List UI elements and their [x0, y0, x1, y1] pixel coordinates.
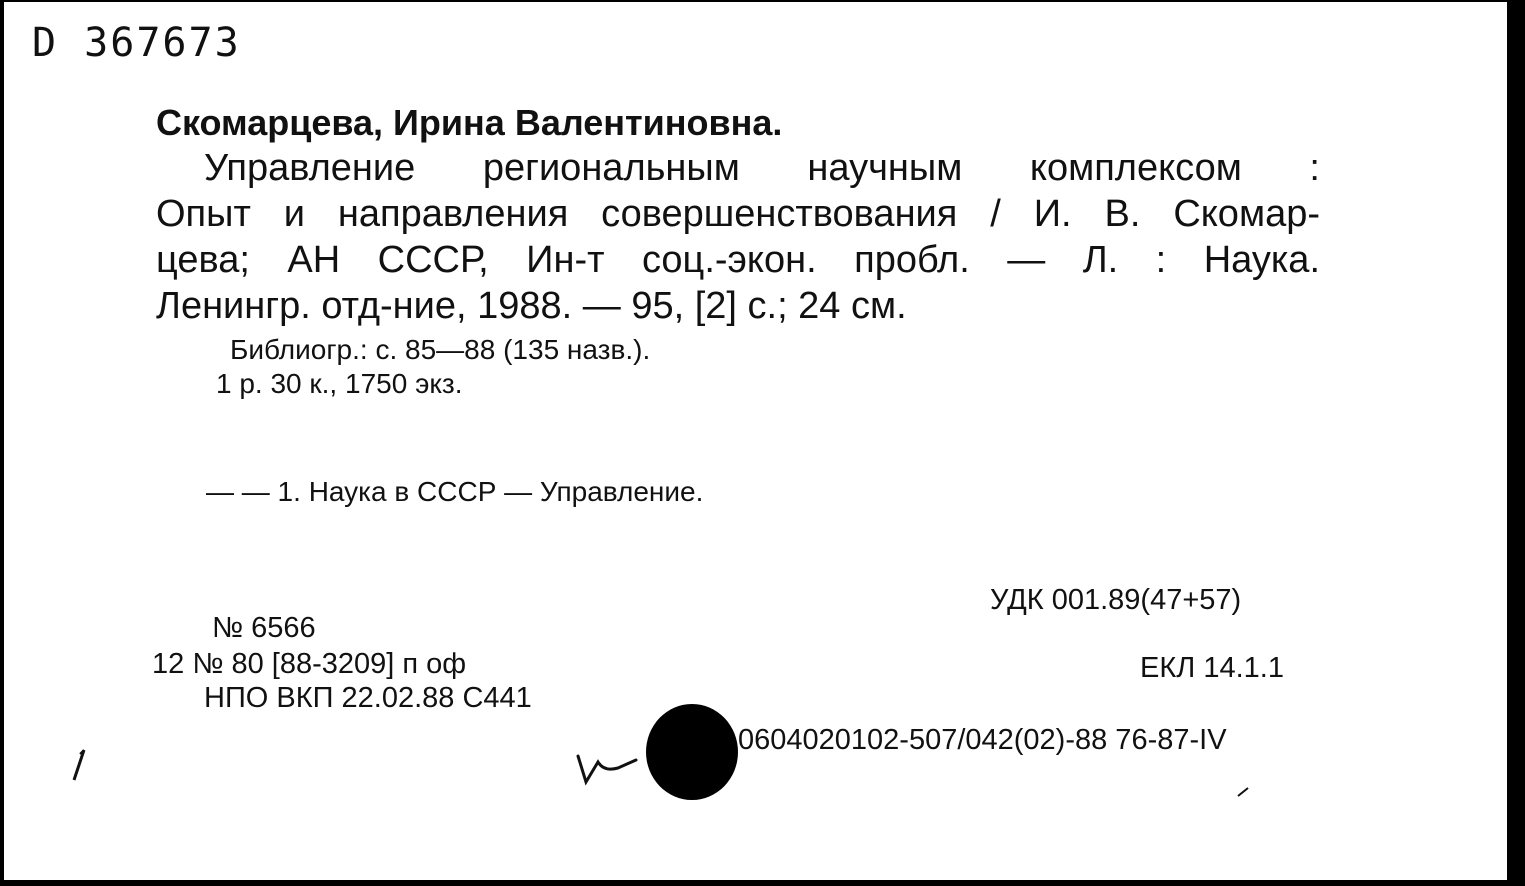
pencil-mark-icon	[64, 746, 94, 786]
subject-heading: — — 1. Наука в СССР — Управление.	[206, 476, 704, 507]
catalog-card	[4, 2, 1507, 880]
small-mark-icon	[1234, 784, 1254, 800]
description-line-4: Ленингр. отд-ние, 1988. — 95, [2] с.; 24 см.	[156, 285, 907, 327]
card-number: № 6566	[212, 612, 316, 644]
classification-code: 0604020102-507/042(02)-88 76-87-IV	[738, 724, 1227, 756]
description-line-3: цева; АН СССР, Ин-т соц.-экон. пробл. — Л. : Наука.	[156, 239, 1320, 281]
udc-code: УДК 001.89(47+57)	[990, 584, 1242, 616]
description-line-1: Управление региональным научным комплексом :	[204, 147, 1320, 189]
inventory-number: D 367673	[32, 20, 241, 66]
author-heading: Скомарцева, Ирина Валентиновна.	[156, 102, 783, 143]
handwritten-tick-icon	[574, 746, 644, 786]
bibliography-note: Библиогр.: с. 85—88 (135 назв.).	[230, 334, 651, 365]
ekl-code: ЕКЛ 14.1.1	[1140, 652, 1284, 684]
description-line-2: Опыт и направления совершенствования / И. В. Скомар-	[156, 193, 1320, 235]
npo-line: НПО ВКП 22.02.88 С441	[204, 682, 532, 714]
price-note: 1 р. 30 к., 1750 экз.	[216, 368, 463, 399]
order-line: 12 № 80 [88-3209] п оф	[152, 648, 467, 680]
punch-hole	[646, 704, 738, 800]
